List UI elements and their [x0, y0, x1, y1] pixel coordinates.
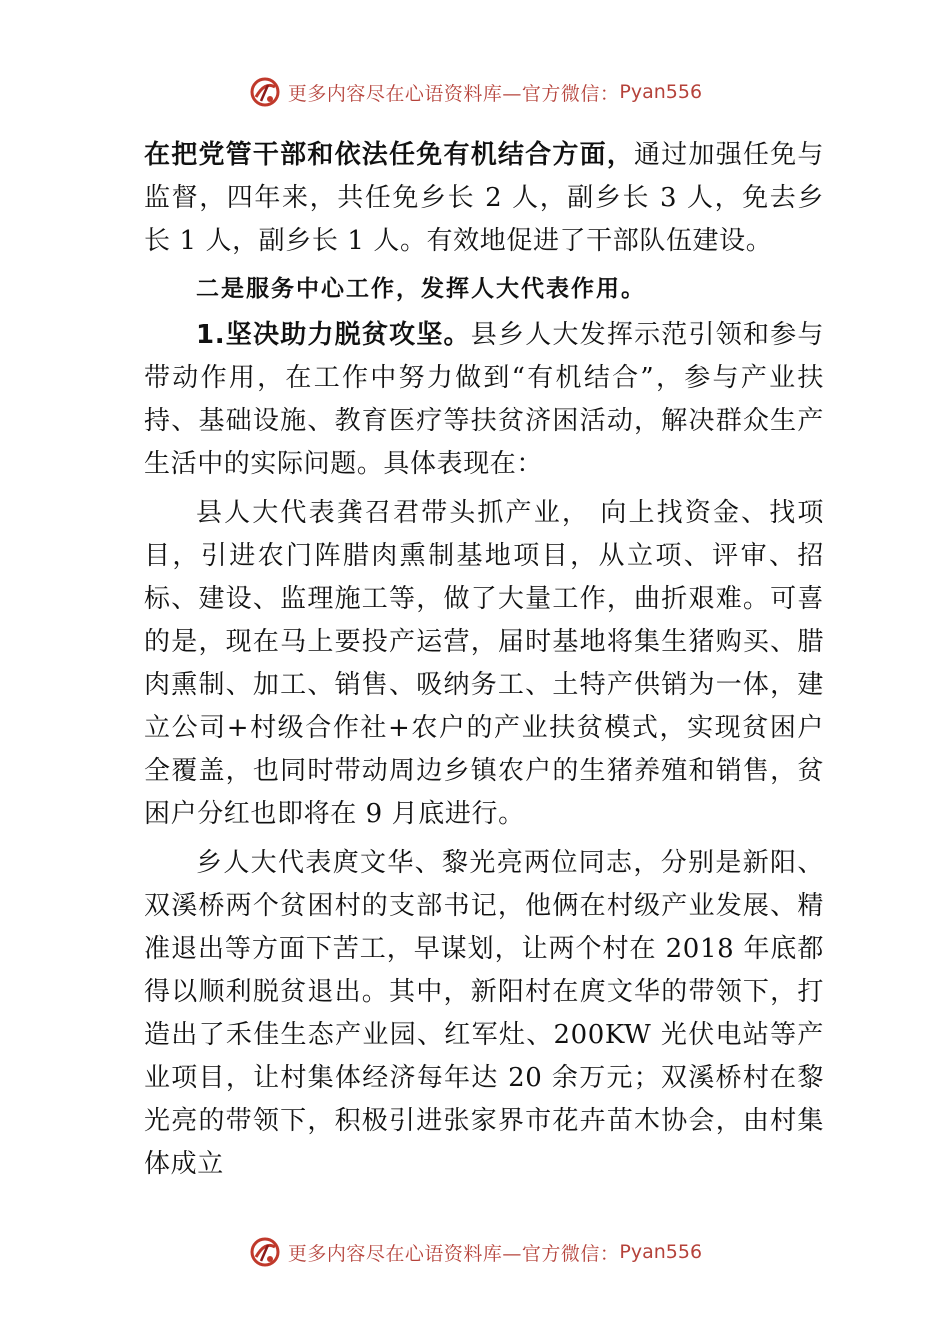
- watermark-wechat-id: Pyan556: [619, 1241, 703, 1263]
- watermark-wechat-id: Pyan556: [619, 81, 703, 103]
- watermark-logo-icon: [248, 1235, 282, 1269]
- paragraph-text: 通过加强任免与监督，四年来，共任免乡长 2 人，副乡长 3 人，免去乡长 1 人，副乡长 1 人。有效地促进了干部队伍建设。: [144, 140, 824, 256]
- watermark-banner-bottom: [0, 1232, 950, 1272]
- paragraph-lead-bold: 在把党管干部和依法任免有机结合方面，: [144, 140, 635, 170]
- paragraph-text: 县乡人大发挥示范引领和参与带动作用，在工作中努力做到“有机结合”，参与产业扶持、基础设施、教育医疗等扶贫济困活动，解决群众生产生活中的实际问题。具体表现在：: [144, 320, 824, 479]
- watermark-text: 更多内容尽在心语资料库—官方微信：: [287, 82, 620, 105]
- paragraph-poverty-alleviation: [144, 314, 824, 486]
- document-body: [144, 134, 824, 1186]
- paragraph-county-deputy: 县人大代表龚召君带头抓产业， 向上找资金、找项目，引进农门阵腊肉熏制基地项目，从立项、评审、招标、建设、监理施工等，做了大量工作，曲折艰难。可喜的是，现在马上要投产运营，届时基地将集生猪购买、腊肉熏制、加工、销售、吸纳务工、土特产供销为一体，建立公司+村级合作社+农户的产业扶贫模式，实现贫困户全覆盖，也同时带动周边乡镇农户的生猪养殖和销售，贫困户分红也即将在 9 月底进行。: [144, 498, 824, 829]
- section-heading: 二是服务中心工作，发挥人大代表作用。: [196, 275, 646, 302]
- watermark-logo-icon: [248, 75, 282, 109]
- paragraph-cadre-appointment: [144, 134, 824, 263]
- paragraph-township-deputies: 乡人大代表庹文华、黎光亮两位同志，分别是新阳、双溪桥两个贫困村的支部书记，他俩在村级产业发展、精准退出等方面下苦工，早谋划，让两个村在 2018 年底都得以顺利脱贫退出。其中，新阳村在庹文华的带领下，打造出了禾佳生态产业园、红军灶、200KW 光伏电站等产业项目，让村集体经济每年达 20 余万元；双溪桥村在黎光亮的带领下，积极引进张家界市花卉苗木协会，由村集体成立: [144, 848, 824, 1179]
- watermark-banner-top: [0, 72, 950, 112]
- paragraph-lead-bold: 1.坚决助力脱贫攻坚。: [196, 320, 471, 350]
- watermark-text: 更多内容尽在心语资料库—官方微信：: [287, 1242, 620, 1265]
